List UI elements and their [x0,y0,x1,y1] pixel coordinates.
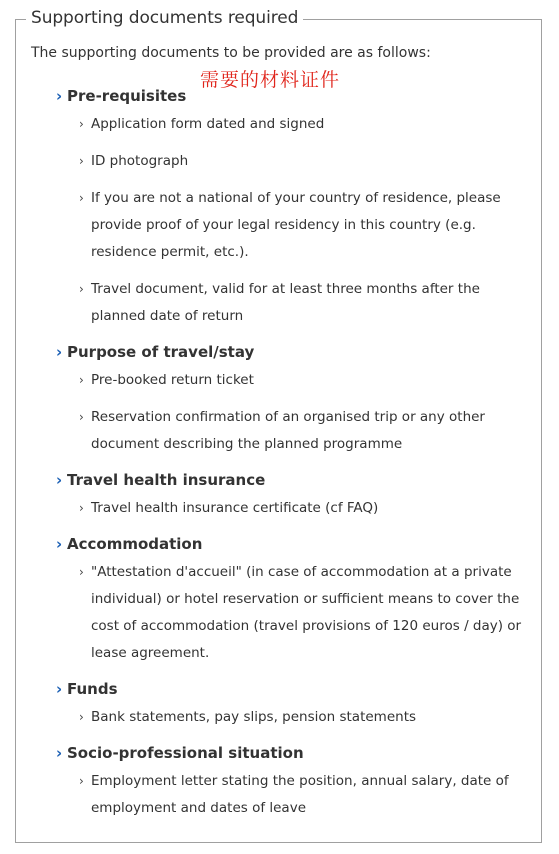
section-title-label: Travel health insurance [67,471,266,489]
section-title-socio-professional [56,743,304,763]
chevron-right-icon: › [56,535,63,553]
section-title-label: Pre-requisites [67,87,187,105]
intro-text: The supporting documents to be provided are as follows: [31,45,431,61]
section-title-travel-health-insurance [56,470,265,490]
chevron-right-icon: › [79,565,84,579]
list-item [79,148,529,175]
chevron-right-icon: › [79,774,84,788]
chevron-right-icon: › [79,154,84,168]
chevron-right-icon: › [79,282,84,296]
list-item [79,111,529,138]
section-title-funds [56,679,118,699]
section-title-label: Socio-professional situation [67,744,304,762]
list-item-text: Pre-booked return ticket [91,372,254,388]
chevron-right-icon: › [79,191,84,205]
chevron-right-icon: › [56,471,63,489]
chevron-right-icon: › [79,501,84,515]
fieldset-legend: Supporting documents required [26,7,303,29]
list-item-text: Reservation confirmation of an organised trip or any other document describing the planned programme [91,409,485,452]
list-item-text: If you are not a national of your country of residence, please provide proof of your legal residency in this country (e.g. residence permit, etc.). [91,190,501,260]
chevron-right-icon: › [79,117,84,131]
list-item [79,704,529,731]
chevron-right-icon: › [56,343,63,361]
list-item [79,276,529,330]
list-item-text: Travel document, valid for at least three months after the planned date of return [91,281,480,324]
red-annotation: 需要的材料证件 [200,69,341,91]
chevron-right-icon: › [79,710,84,724]
list-item [79,768,529,822]
section-title-label: Funds [67,680,118,698]
chevron-right-icon: › [79,373,84,387]
list-item-text: Bank statements, pay slips, pension statements [91,709,417,725]
list-item [79,185,529,266]
list-item-text: Employment letter stating the position, annual salary, date of employment and dates of leave [91,773,509,816]
list-item-text: "Attestation d'accueil" (in case of accommodation at a private individual) or hotel reservation or sufficient means to cover the cost of accommodation (travel provisions of 120 euros / day) or lease agreement. [91,564,522,661]
chevron-right-icon: › [79,410,84,424]
list-item-text: Travel health insurance certificate (cf FAQ) [91,500,379,516]
list-item-text: Application form dated and signed [91,116,325,132]
section-title-purpose-of-travel [56,342,254,362]
list-item [79,404,529,458]
section-title-pre-requisites [56,86,186,106]
list-item [79,559,529,667]
chevron-right-icon: › [56,680,63,698]
list-item [79,367,529,394]
list-item [79,495,529,522]
section-title-label: Accommodation [67,535,203,553]
section-title-label: Purpose of travel/stay [67,343,255,361]
chevron-right-icon: › [56,744,63,762]
list-item-text: ID photograph [91,153,189,169]
section-title-accommodation [56,534,202,554]
chevron-right-icon: › [56,87,63,105]
